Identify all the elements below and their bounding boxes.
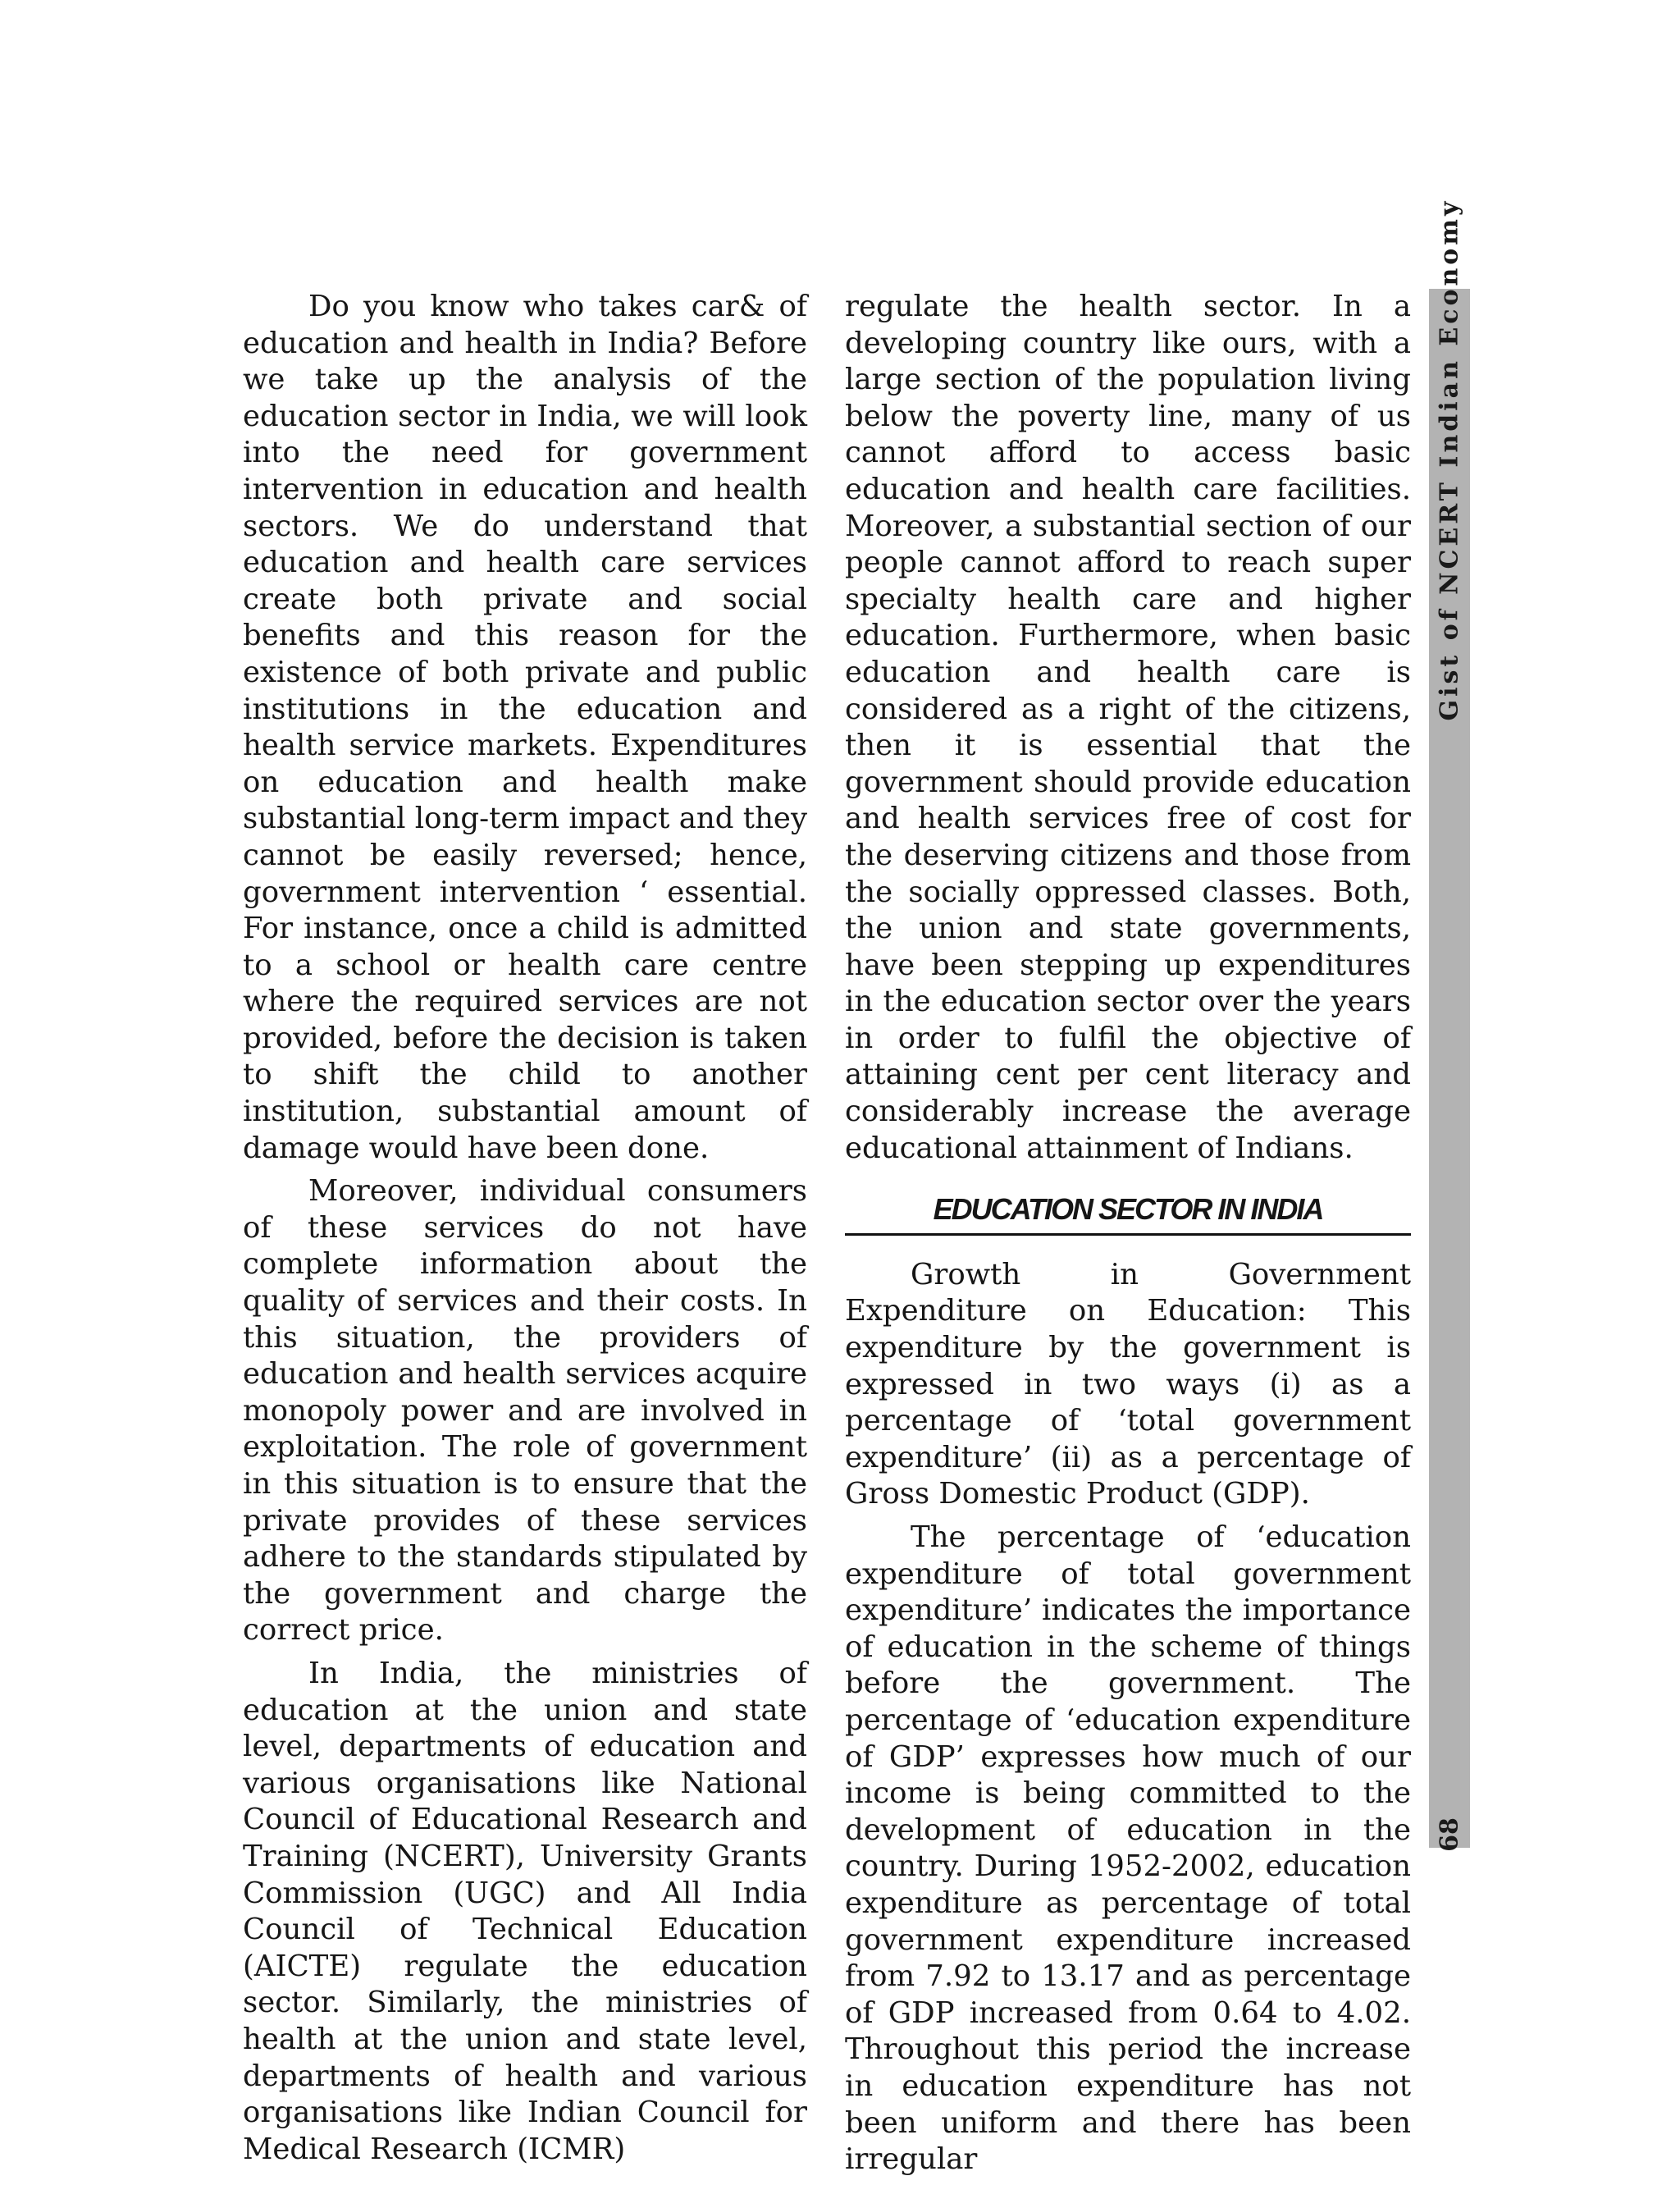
paragraph-health-regulation-continued: regulate the health sector. In a developing country like ours, with a large section of the population living below the poverty line, many of us cannot afford to access basic education and health care facilities. Moreover, a substantial section of our people cannot afford to reach super specialty health care and higher education. Furthermore, when basic education and health care is considered as a right of the citizens, then it is essential that the government should provide education and health services free of cost for the deserving citizens and those from the socially oppressed classes. Both, the union and state governments, have been stepping up expenditures in the education sector over the years in order to fulfil the objective of attaining cent per cent literacy and considerably increase the average educational attainment of Indians. bbox=[845, 290, 1411, 1165]
right-column bbox=[845, 289, 1411, 2185]
running-head: Gist of NCERT Indian Economy bbox=[1435, 198, 1464, 721]
page-number: 68 bbox=[1435, 1817, 1464, 1852]
paragraph-consumer-information: Moreover, individual consumers of these services do not have complete information about the quality of services and their costs. In this situation, the providers of education and health services acquire monopoly power and are involved in exploitation. The role of government in this situation is to ensure that the private provides of these services adhere to the standards stipulated by the government and charge the correct price. bbox=[243, 1174, 807, 1648]
section-heading-education-sector: EDUCATION SECTOR IN INDIA bbox=[845, 1191, 1411, 1236]
paragraph-government-intervention: Do you know who takes car& of education and health in India? Before we take up the analysis of the education sector in India, we will look into the need for government intervention in education and health sectors. We do understand that education and health care services create both private and social benefits and this reason for the existence of both private and public institutions in the education and health service markets. Expenditures on education and health make substantial long-term impact and they cannot be easily reversed; hence, government intervention ‘ essential. For instance, once a child is admitted to a school or health care centre where the required services are not provided, before the decision is taken to shift the child to another institution, substantial amount of damage would have been done. bbox=[243, 290, 807, 1165]
left-column bbox=[243, 289, 807, 2174]
paragraph-expenditure-growth: Growth in Government Expenditure on Education: This expenditure by the government is expressed in two ways (i) as a percentage of ‘total government expenditure’ (ii) as a percentage of Gross Domestic Product (GDP). bbox=[845, 1257, 1411, 1511]
paragraph-expenditure-percentage: The percentage of ‘education expenditure of total government expenditure’ indicates the importance of education in the scheme of things before the government. The percentage of ‘education expenditure of GDP’ expresses how much of our income is being committed to the development of education in the country. During 1952-2002, education expenditure as percentage of total government expenditure increased from 7.92 to 13.17 and as percentage of GDP increased from 0.64 to 4.02. Throughout this period the increase in education expenditure has not been uniform and there has been irregular bbox=[845, 1520, 1411, 2177]
paragraph-regulating-bodies: In India, the ministries of education at the union and state level, departments of education and various organisations like National Council of Educational Research and Training (NCERT), University Grants Commission (UGC) and All India Council of Technical Education (AICTE) regulate the education sector. Similarly, the ministries of health at the union and state level, departments of health and various organisations like Indian Council for Medical Research (ICMR) bbox=[243, 1656, 807, 2166]
